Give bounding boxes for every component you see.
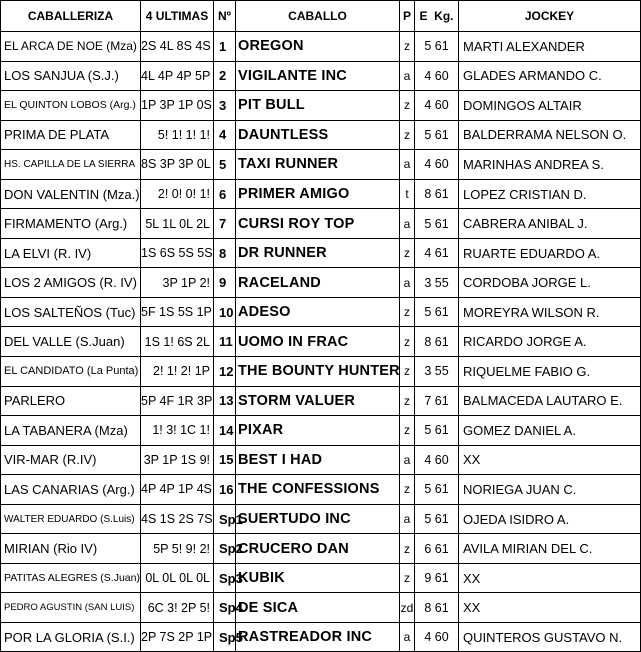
- table-row: [1, 297, 641, 327]
- jockey-cell: DOMINGOS ALTAIR: [459, 91, 641, 121]
- ultimas-cell: 1P 3P 1P 0S: [141, 91, 214, 121]
- numero-cell: 12: [214, 357, 236, 387]
- caballeriza-cell: EL ARCA DE NOE (Mza): [1, 32, 141, 62]
- caballeriza-cell: PATITAS ALEGRES (S.Juan): [1, 563, 141, 593]
- ekg-cell: 6 61: [415, 534, 459, 564]
- caballo-cell: OREGON: [236, 32, 400, 62]
- numero-cell: 3: [214, 91, 236, 121]
- table-row: [1, 209, 641, 239]
- caballo-cell: SUERTUDO INC: [236, 504, 400, 534]
- numero-cell: 6: [214, 179, 236, 209]
- ultimas-cell: 5L 1L 0L 2L: [141, 209, 214, 239]
- table-row: [1, 357, 641, 387]
- jockey-cell: XX: [459, 563, 641, 593]
- header-jockey: JOCKEY: [459, 1, 641, 32]
- ekg-cell: 4 60: [415, 91, 459, 121]
- ekg-cell: 3 55: [415, 357, 459, 387]
- numero-cell: 11: [214, 327, 236, 357]
- numero-cell: Sp1: [214, 504, 236, 534]
- caballeriza-cell: WALTER EDUARDO (S.Luis): [1, 504, 141, 534]
- caballeriza-cell: LOS 2 AMIGOS (R. IV): [1, 268, 141, 298]
- caballo-cell: DAUNTLESS: [236, 120, 400, 150]
- caballo-cell: CRUCERO DAN: [236, 534, 400, 564]
- p-cell: z: [400, 475, 415, 505]
- caballeriza-cell: HS. CAPILLA DE LA SIERRA: [1, 150, 141, 180]
- ekg-cell: 5 61: [415, 297, 459, 327]
- caballeriza-cell: FIRMAMENTO (Arg.): [1, 209, 141, 239]
- jockey-cell: NORIEGA JUAN C.: [459, 475, 641, 505]
- ekg-cell: 4 60: [415, 61, 459, 91]
- caballo-cell: KUBIK: [236, 563, 400, 593]
- p-cell: a: [400, 61, 415, 91]
- ultimas-cell: 2S 4L 8S 4S: [141, 32, 214, 62]
- jockey-cell: AVILA MIRIAN DEL C.: [459, 534, 641, 564]
- table-row: [1, 563, 641, 593]
- p-cell: z: [400, 416, 415, 446]
- table-row: [1, 238, 641, 268]
- numero-cell: Sp3: [214, 563, 236, 593]
- jockey-cell: MARINHAS ANDREA S.: [459, 150, 641, 180]
- table-row: [1, 150, 641, 180]
- numero-cell: 4: [214, 120, 236, 150]
- caballeriza-cell: PARLERO: [1, 386, 141, 416]
- caballo-cell: THE CONFESSIONS: [236, 475, 400, 505]
- header-ultimas: 4 ULTIMAS: [141, 1, 214, 32]
- numero-cell: 16: [214, 475, 236, 505]
- table-row: [1, 327, 641, 357]
- table-row: [1, 61, 641, 91]
- ultimas-cell: 4S 1S 2S 7S: [141, 504, 214, 534]
- p-cell: z: [400, 91, 415, 121]
- numero-cell: 7: [214, 209, 236, 239]
- header-caballo: CABALLO: [236, 1, 400, 32]
- caballo-cell: PIXAR: [236, 416, 400, 446]
- ultimas-cell: 5F 1S 5S 1P: [141, 297, 214, 327]
- ultimas-cell: 3P 1P 1S 9!: [141, 445, 214, 475]
- table-row: [1, 475, 641, 505]
- caballeriza-cell: PRIMA DE PLATA: [1, 120, 141, 150]
- ultimas-cell: 1S 1! 6S 2L: [141, 327, 214, 357]
- ultimas-cell: 5P 5! 9! 2!: [141, 534, 214, 564]
- numero-cell: 9: [214, 268, 236, 298]
- ultimas-cell: 6C 3! 2P 5!: [141, 593, 214, 623]
- table-row: [1, 32, 641, 62]
- table-row: [1, 593, 641, 623]
- caballo-cell: BEST I HAD: [236, 445, 400, 475]
- ultimas-cell: 1S 6S 5S 5S: [141, 238, 214, 268]
- table-row: [1, 91, 641, 121]
- caballeriza-cell: LA ELVI (R. IV): [1, 238, 141, 268]
- caballo-cell: TAXI RUNNER: [236, 150, 400, 180]
- caballeriza-cell: DEL VALLE (S.Juan): [1, 327, 141, 357]
- ultimas-cell: 5! 1! 1! 1!: [141, 120, 214, 150]
- numero-cell: Sp2: [214, 534, 236, 564]
- caballeriza-cell: VIR-MAR (R.IV): [1, 445, 141, 475]
- ekg-cell: 4 60: [415, 445, 459, 475]
- p-cell: z: [400, 238, 415, 268]
- ekg-cell: 4 60: [415, 622, 459, 652]
- ultimas-cell: 4P 4P 1P 4S: [141, 475, 214, 505]
- ekg-cell: 4 60: [415, 150, 459, 180]
- ekg-cell: 5 61: [415, 504, 459, 534]
- ultimas-cell: 1! 3! 1C 1!: [141, 416, 214, 446]
- numero-cell: 5: [214, 150, 236, 180]
- table-row: [1, 268, 641, 298]
- jockey-cell: RIQUELME FABIO G.: [459, 357, 641, 387]
- caballo-cell: DE SICA: [236, 593, 400, 623]
- caballo-cell: UOMO IN FRAC: [236, 327, 400, 357]
- numero-cell: 14: [214, 416, 236, 446]
- ultimas-cell: 3P 1P 2!: [141, 268, 214, 298]
- table-row: [1, 386, 641, 416]
- ultimas-cell: 2! 1! 2! 1P: [141, 357, 214, 387]
- jockey-cell: XX: [459, 445, 641, 475]
- table-row: [1, 534, 641, 564]
- header-caballeriza: CABALLERIZA: [1, 1, 141, 32]
- jockey-cell: RUARTE EDUARDO A.: [459, 238, 641, 268]
- ekg-cell: 8 61: [415, 179, 459, 209]
- p-cell: a: [400, 622, 415, 652]
- caballo-cell: THE BOUNTY HUNTER: [236, 357, 400, 387]
- ekg-cell: 5 61: [415, 32, 459, 62]
- ekg-cell: 7 61: [415, 386, 459, 416]
- ultimas-cell: 4L 4P 4P 5P: [141, 61, 214, 91]
- jockey-cell: CORDOBA JORGE L.: [459, 268, 641, 298]
- ultimas-cell: 2! 0! 0! 1!: [141, 179, 214, 209]
- p-cell: a: [400, 150, 415, 180]
- jockey-cell: QUINTEROS GUSTAVO N.: [459, 622, 641, 652]
- header-row: [1, 1, 641, 32]
- numero-cell: 15: [214, 445, 236, 475]
- table-row: [1, 622, 641, 652]
- numero-cell: 2: [214, 61, 236, 91]
- p-cell: z: [400, 534, 415, 564]
- p-cell: z: [400, 32, 415, 62]
- caballo-cell: DR RUNNER: [236, 238, 400, 268]
- p-cell: z: [400, 120, 415, 150]
- caballo-cell: PRIMER AMIGO: [236, 179, 400, 209]
- ekg-cell: 5 61: [415, 416, 459, 446]
- caballo-cell: STORM VALUER: [236, 386, 400, 416]
- p-cell: z: [400, 297, 415, 327]
- p-cell: z: [400, 386, 415, 416]
- numero-cell: Sp4: [214, 593, 236, 623]
- jockey-cell: OJEDA ISIDRO A.: [459, 504, 641, 534]
- ultimas-cell: 2P 7S 2P 1P: [141, 622, 214, 652]
- table-row: [1, 179, 641, 209]
- ultimas-cell: 5P 4F 1R 3P: [141, 386, 214, 416]
- caballo-cell: PIT BULL: [236, 91, 400, 121]
- p-cell: zd: [400, 593, 415, 623]
- numero-cell: 13: [214, 386, 236, 416]
- caballeriza-cell: EL CANDIDATO (La Punta): [1, 357, 141, 387]
- jockey-cell: MARTI ALEXANDER: [459, 32, 641, 62]
- caballo-cell: RASTREADOR INC: [236, 622, 400, 652]
- jockey-cell: GOMEZ DANIEL A.: [459, 416, 641, 446]
- jockey-cell: MOREYRA WILSON R.: [459, 297, 641, 327]
- ekg-cell: 4 61: [415, 238, 459, 268]
- caballeriza-cell: LOS SALTEÑOS (Tuc): [1, 297, 141, 327]
- p-cell: z: [400, 357, 415, 387]
- caballeriza-cell: LOS SANJUA (S.J.): [1, 61, 141, 91]
- ekg-cell: 5 61: [415, 475, 459, 505]
- table-row: [1, 504, 641, 534]
- p-cell: a: [400, 268, 415, 298]
- ultimas-cell: 8S 3P 3P 0L: [141, 150, 214, 180]
- ekg-cell: 5 61: [415, 120, 459, 150]
- numero-cell: 8: [214, 238, 236, 268]
- p-cell: a: [400, 445, 415, 475]
- jockey-cell: RICARDO JORGE A.: [459, 327, 641, 357]
- caballeriza-cell: PEDRO AGUSTIN (SAN LUIS): [1, 593, 141, 623]
- caballeriza-cell: LA TABANERA (Mza): [1, 416, 141, 446]
- ekg-cell: 3 55: [415, 268, 459, 298]
- table-row: [1, 445, 641, 475]
- ultimas-cell: 0L 0L 0L 0L: [141, 563, 214, 593]
- p-cell: a: [400, 504, 415, 534]
- caballo-cell: ADESO: [236, 297, 400, 327]
- ekg-cell: 9 61: [415, 563, 459, 593]
- table-row: [1, 120, 641, 150]
- p-cell: z: [400, 327, 415, 357]
- ekg-cell: 8 61: [415, 327, 459, 357]
- caballeriza-cell: DON VALENTIN (Mza.): [1, 179, 141, 209]
- caballo-cell: CURSI ROY TOP: [236, 209, 400, 239]
- numero-cell: Sp5: [214, 622, 236, 652]
- caballeriza-cell: POR LA GLORIA (S.I.): [1, 622, 141, 652]
- jockey-cell: CABRERA ANIBAL J.: [459, 209, 641, 239]
- p-cell: z: [400, 563, 415, 593]
- caballeriza-cell: EL QUINTON LOBOS (Arg.): [1, 91, 141, 121]
- ekg-cell: 8 61: [415, 593, 459, 623]
- numero-cell: 10: [214, 297, 236, 327]
- jockey-cell: GLADES ARMANDO C.: [459, 61, 641, 91]
- jockey-cell: LOPEZ CRISTIAN D.: [459, 179, 641, 209]
- header-numero: Nº: [214, 1, 236, 32]
- jockey-cell: XX: [459, 593, 641, 623]
- jockey-cell: BALMACEDA LAUTARO E.: [459, 386, 641, 416]
- p-cell: t: [400, 179, 415, 209]
- caballo-cell: RACELAND: [236, 268, 400, 298]
- jockey-cell: BALDERRAMA NELSON O.: [459, 120, 641, 150]
- ekg-cell: 5 61: [415, 209, 459, 239]
- table-row: [1, 416, 641, 446]
- caballo-cell: VIGILANTE INC: [236, 61, 400, 91]
- header-p: P: [400, 1, 415, 32]
- p-cell: a: [400, 209, 415, 239]
- caballeriza-cell: LAS CANARIAS (Arg.): [1, 475, 141, 505]
- caballeriza-cell: MIRIAN (Rio IV): [1, 534, 141, 564]
- header-ekg: E Kg.: [415, 1, 459, 32]
- numero-cell: 1: [214, 32, 236, 62]
